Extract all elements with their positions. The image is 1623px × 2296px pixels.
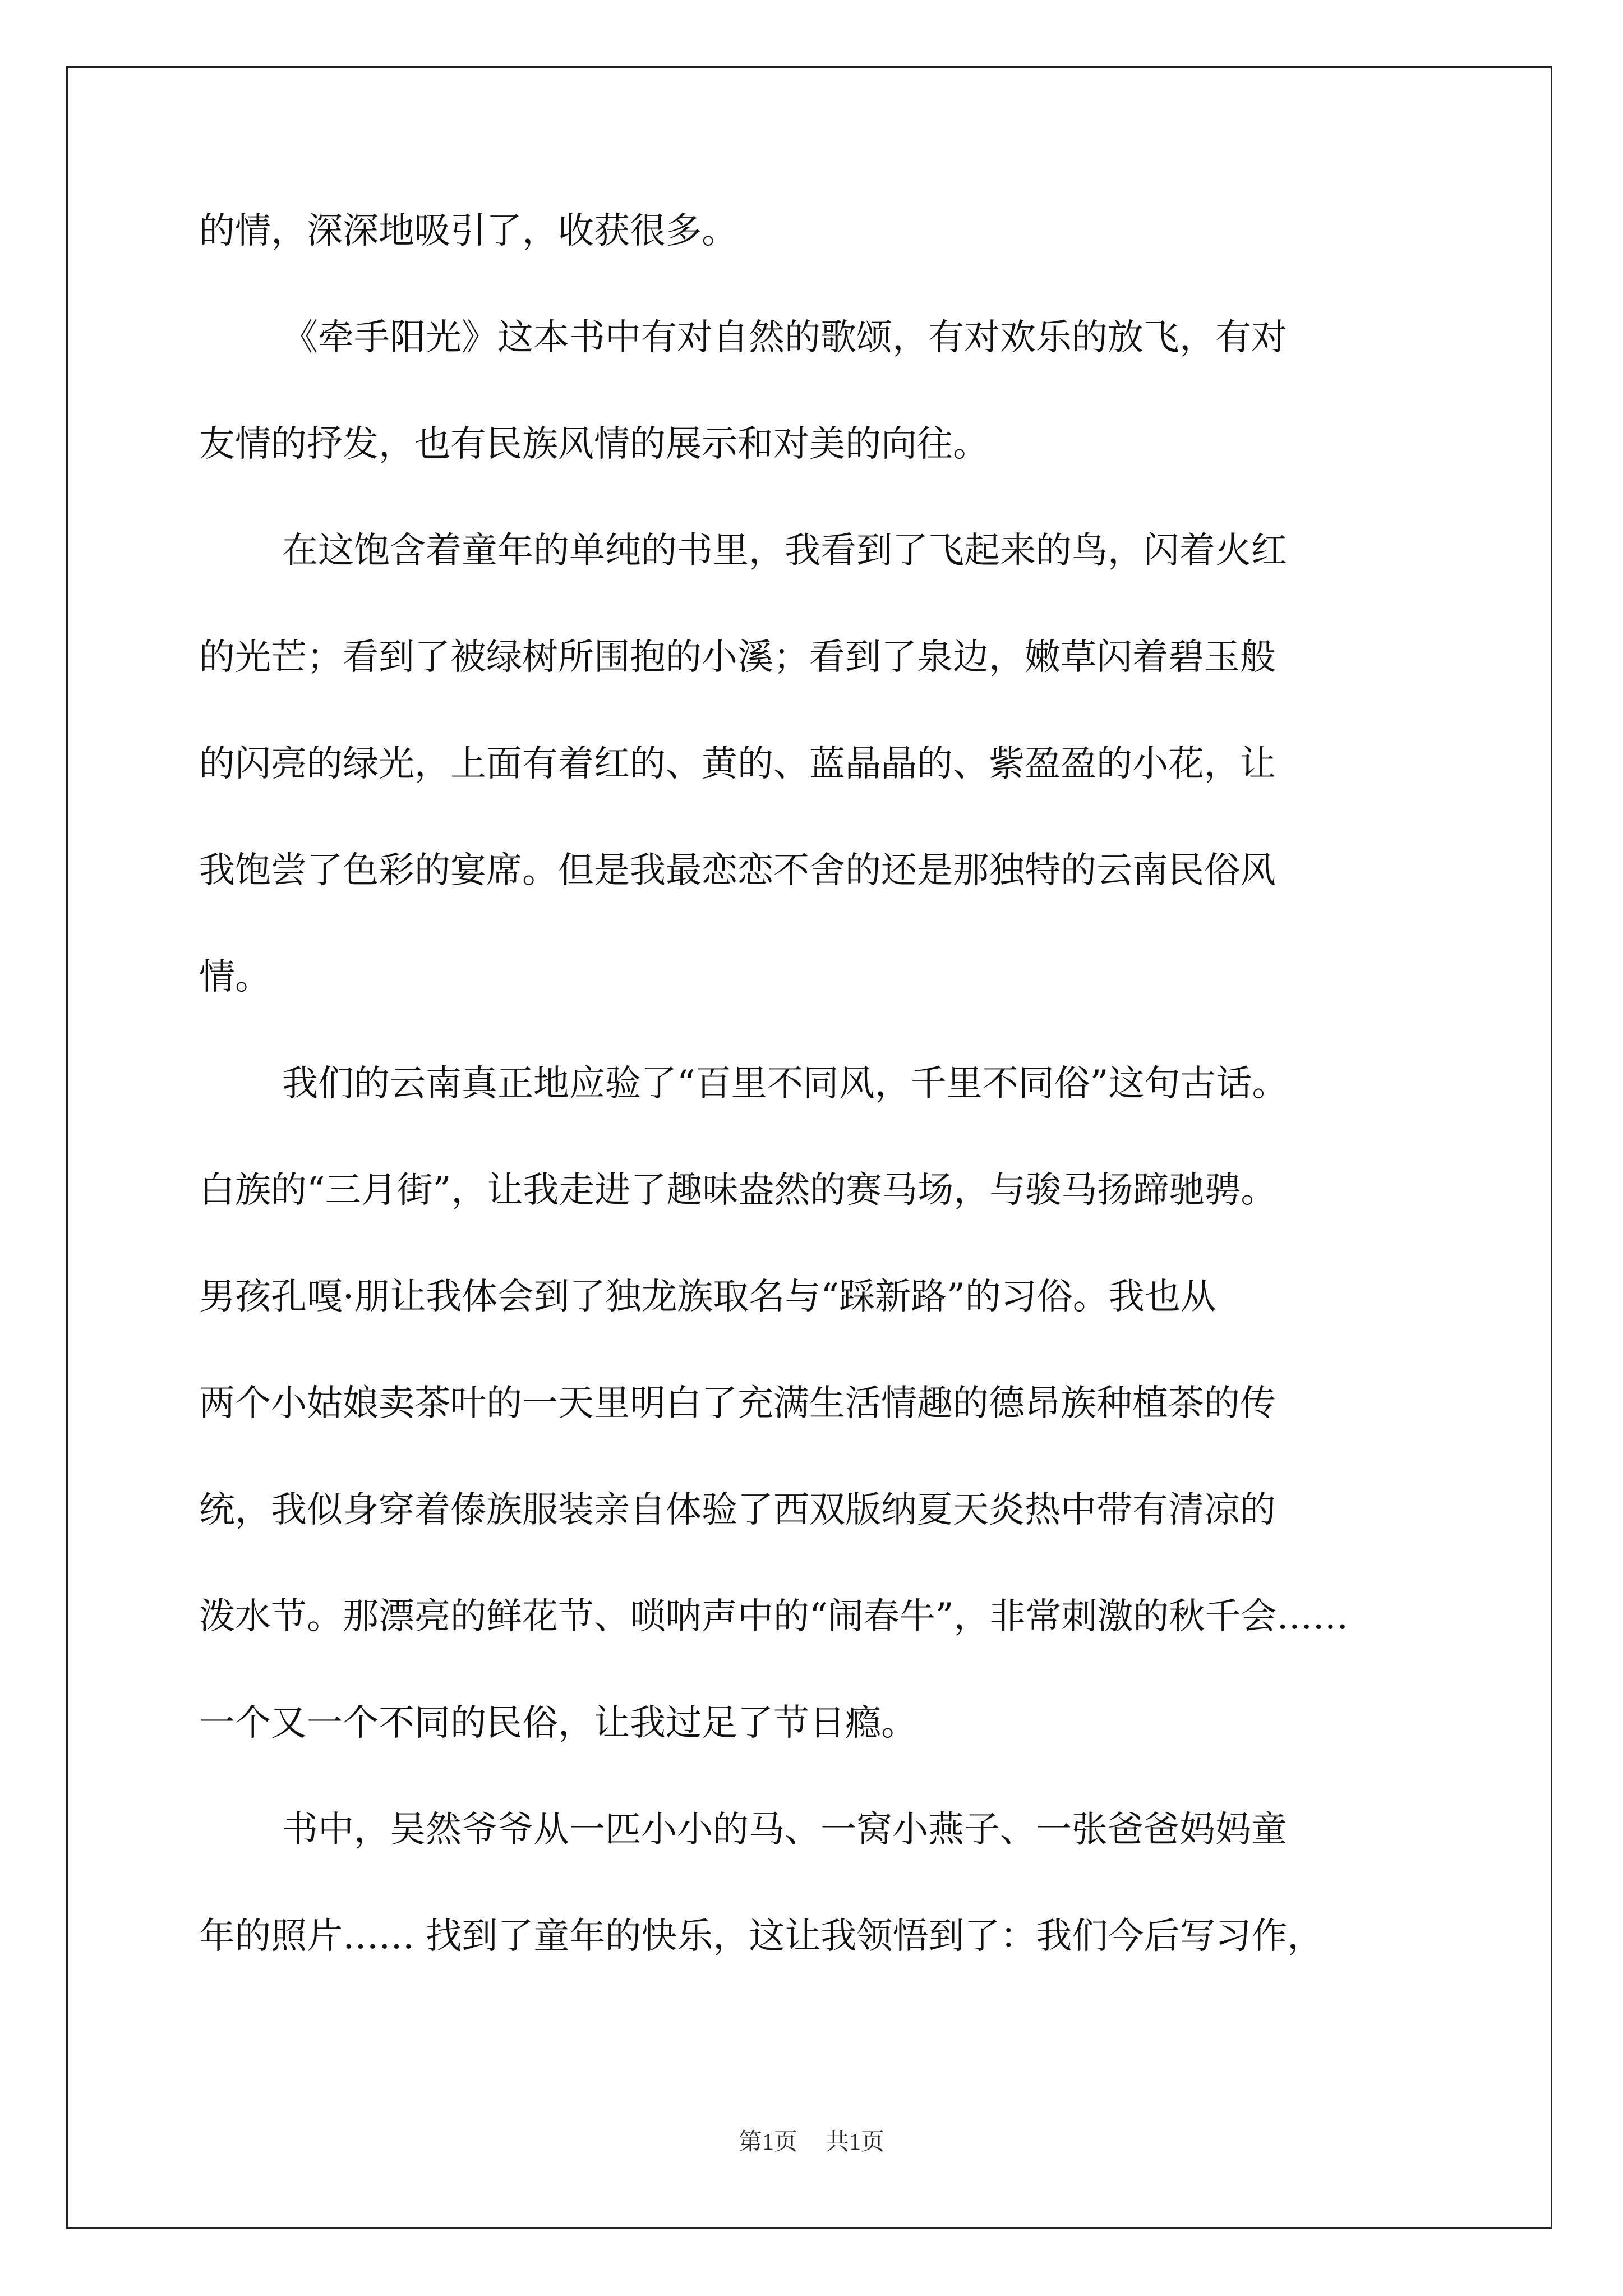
text-line: 统，我似身穿着傣族服装亲自体验了西双版纳夏天炎热中带有清凉的 [199, 1489, 1276, 1531]
text-line: 的闪亮的绿光，上面有着红的、黄的、蓝晶晶的、紫盈盈的小花，让 [199, 743, 1276, 785]
document-body [199, 210, 1433, 2025]
text-line: 我们的云南真正地应验了“百里不同风，千里不同俗”这句古话。 [282, 1063, 1288, 1105]
text-line: 我饱尝了色彩的宴席。但是我最恋恋不舍的还是那独特的云南民俗风 [199, 850, 1276, 891]
page-total: 共1页 [826, 2129, 885, 2155]
page-number: 第1页 [738, 2129, 797, 2155]
text-line: 《牵手阳光》这本书中有对自然的歌颂，有对欢乐的放飞，有对 [282, 317, 1287, 358]
text-line: 书中，吴然爷爷从一匹小小的马、一窝小燕子、一张爸爸妈妈童 [282, 1809, 1287, 1851]
text-line: 在这饱含着童年的单纯的书里，我看到了飞起来的鸟，闪着火红 [282, 530, 1287, 572]
text-line: 男孩孔嘎·朋让我体会到了独龙族取名与“踩新路”的习俗。我也从 [199, 1276, 1216, 1318]
text-line: 的情，深深地吸引了，收获很多。 [199, 210, 737, 252]
page-footer [0, 2129, 1623, 2156]
text-line: 泼水节。那漂亮的鲜花节、唢呐声中的“闹春牛”，非常刺激的秋千会…… [199, 1596, 1349, 1637]
text-line: 两个小姑娘卖茶叶的一天里明白了充满生活情趣的德昂族种植茶的传 [199, 1383, 1276, 1424]
text-line: 白族的“三月街”，让我走进了趣味盎然的赛马场，与骏马扬蹄驰骋。 [199, 1170, 1277, 1211]
text-line: 年的照片…… 找到了童年的快乐，这让我领悟到了：我们今后写习作， [199, 1916, 1324, 1957]
text-line: 一个又一个不同的民俗，让我过足了节日瘾。 [199, 1703, 917, 1744]
text-line: 情。 [199, 956, 271, 998]
text-line: 的光芒；看到了被绿树所围抱的小溪；看到了泉边，嫩草闪着碧玉般 [199, 637, 1276, 678]
text-line: 友情的抒发，也有民族风情的展示和对美的向往。 [199, 424, 989, 465]
